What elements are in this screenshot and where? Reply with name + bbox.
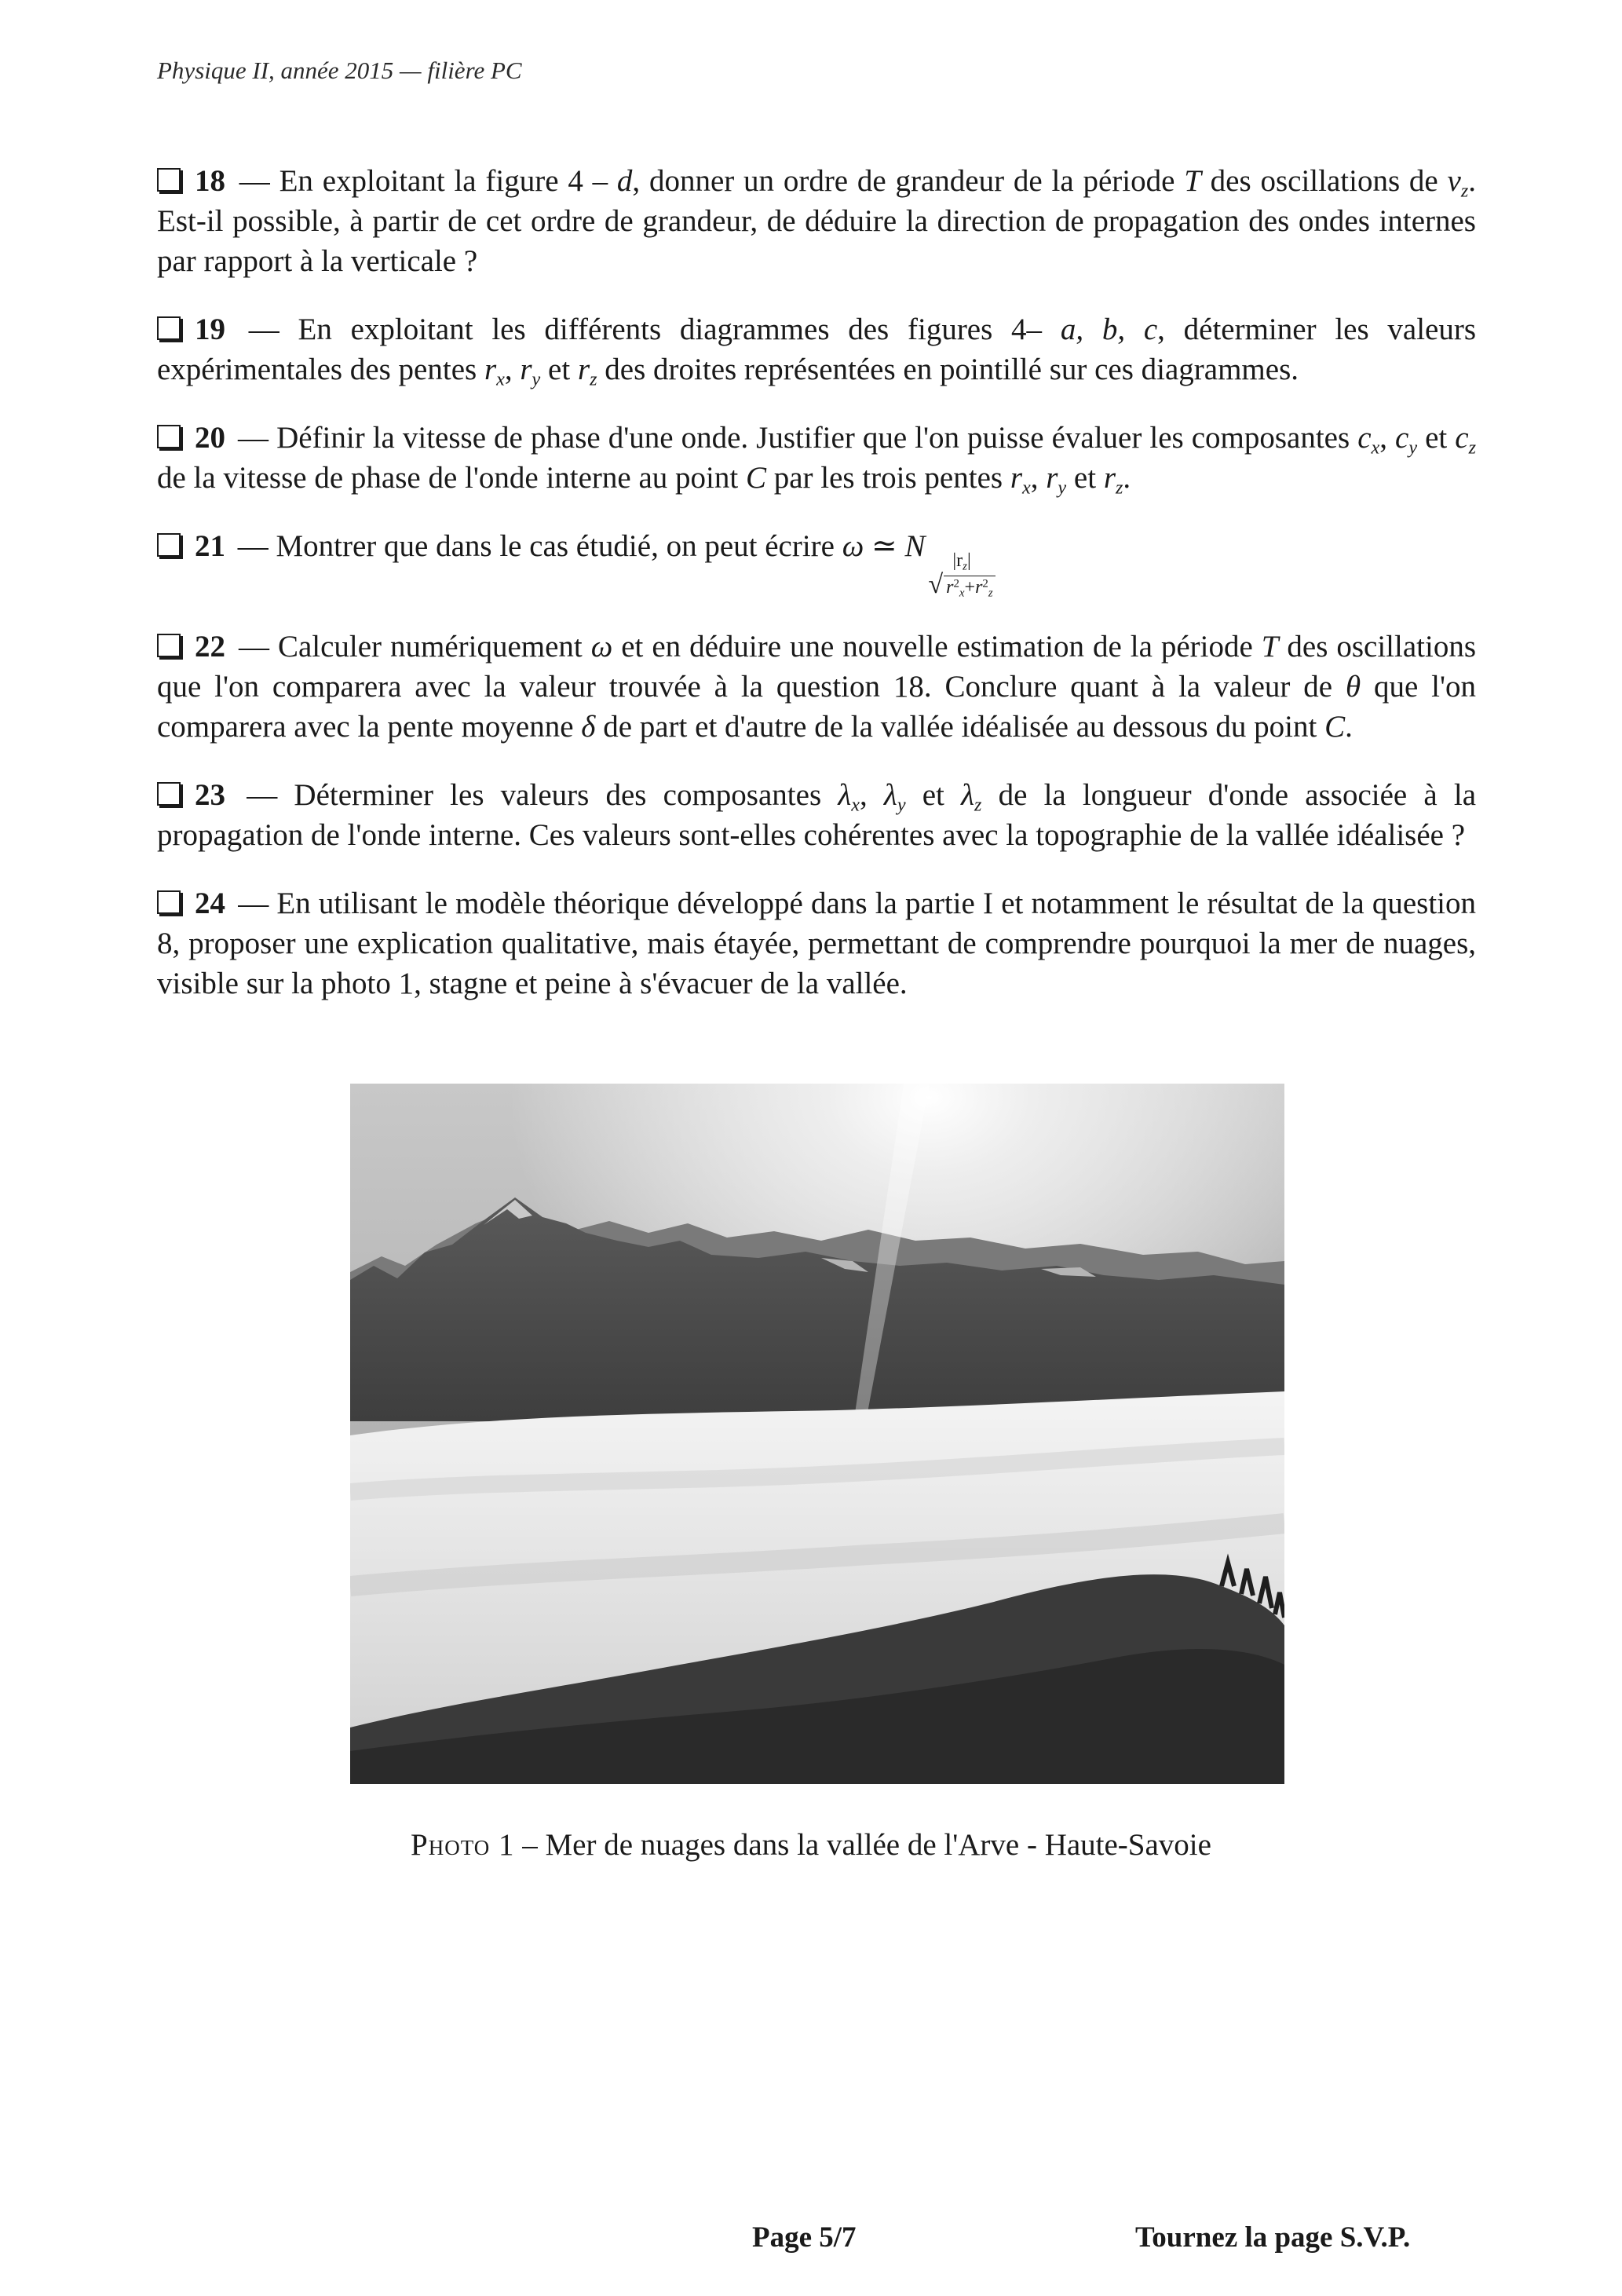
question-number: 23 — [195, 778, 225, 813]
checkbox-icon — [157, 782, 181, 806]
checkbox-icon — [157, 634, 181, 657]
turn-page-notice: Tournez la page S.V.P. — [1135, 2221, 1411, 2254]
question-22: 22 — Calculer numériquement ω et en déduire une nouvelle estimation de la période T des oscillations que l'on comparera avec la valeur trouvée à la question 18. Conclure quant à la valeur de θ que l'on comparera avec la pente moyenne δ de part et d'autre de la vallée idéalisée au dessous du point C. — [157, 630, 1477, 744]
question-21: 21 — Montrer que dans le cas étudié, on peut écrire ω ≃ N $|r_z|$ √ $r^2_x+r^2_z$ — [157, 526, 1476, 598]
question-24: 24 — En utilisant le modèle théorique développé dans la partie I et notamment le résultat de la question 8, proposer une explication qualitative, mais étayée, permettant de comprendre pourquoi la mer de nuages, visible sur la photo 1, stagne et peine à s'évacuer de la vallée. — [157, 887, 1477, 1001]
question-number: 21 — [195, 529, 225, 563]
photo-caption — [0, 1827, 1622, 1863]
caption-text: – Mer de nuages dans la vallée de l'Arve - Haute-Savoie — [514, 1828, 1211, 1862]
question-18: 18 — En exploitant la figure 4 – d, donner un ordre de grandeur de la période T des oscillations de $v_z$. Est-il possible, à partir de cet ordre de grandeur, de déduire la direction de propagation des ondes internes par rapport à la verticale ? — [157, 164, 1476, 278]
question-number: 22 — [195, 630, 225, 664]
photo-sea-of-clouds — [350, 1084, 1284, 1784]
checkbox-icon — [157, 168, 181, 192]
question-number: 20 — [195, 421, 225, 455]
question-number: 19 — [195, 313, 225, 346]
checkbox-icon — [157, 890, 181, 914]
question-23: 23 — Déterminer les valeurs des composantes $\lambda_x$, $\lambda_y$ et $\lambda_z$ de la longueur d'onde associée à la propagation de l'onde interne. Ces valeurs sont-elles cohérentes avec la topographie de la vallée idéalisée ? — [157, 778, 1477, 853]
question-19: 19 — En exploitant les différents diagrammes des figures 4– a, b, c, déterminer les valeurs expérimentales des pentes $r_x$, $r_y$ et $r_z$ des droites représentées en pointillé sur ces diagrammes. — [157, 313, 1477, 390]
checkbox-icon — [157, 425, 181, 448]
questions-list — [157, 161, 1476, 1032]
caption-label: Photo 1 — [411, 1828, 515, 1862]
checkbox-icon — [157, 316, 181, 340]
page-header: Physique II, année 2015 — filière PC — [157, 57, 522, 84]
question-number: 18 — [195, 164, 225, 198]
question-number: 24 — [195, 887, 225, 921]
page-number: Page 5/7 — [752, 2221, 857, 2254]
fraction-formula: $|r_z|$ √ $r^2_x+r^2_z$ — [926, 550, 996, 598]
sqrt-icon: √ — [928, 570, 944, 600]
question-20: 20 — Définir la vitesse de phase d'une onde. Justifier que l'on puisse évaluer les composantes $c_x$, $c_y$ et $c_z$ de la vitesse de phase de l'onde interne au point C par les trois pentes $r_x$, $r_y$ et $r_z$. — [157, 421, 1477, 499]
checkbox-icon — [157, 533, 181, 557]
